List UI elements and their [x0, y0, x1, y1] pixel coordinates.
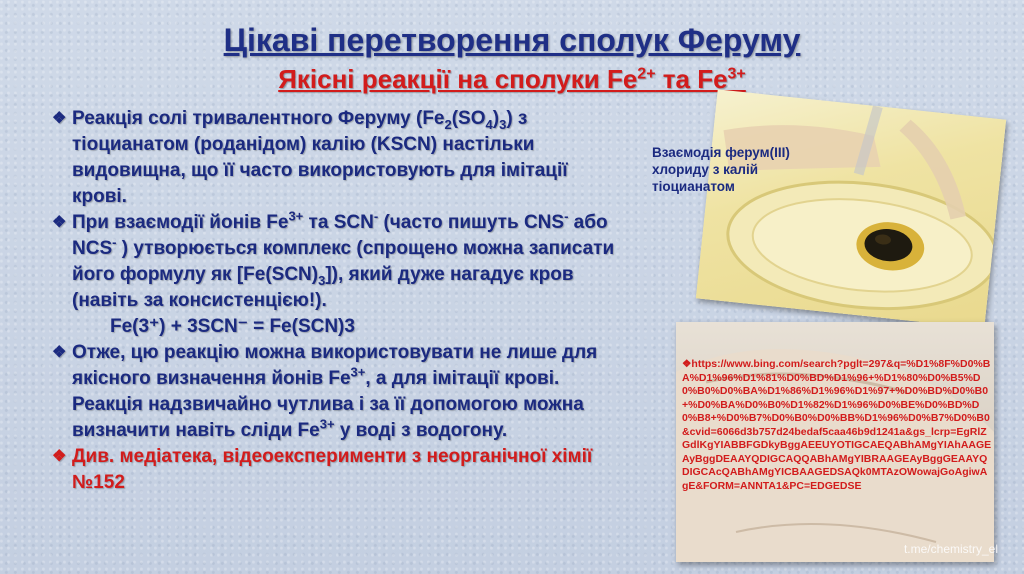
slide-title: Цікаві перетворення сполук Феруму: [223, 22, 801, 58]
photo-caption: Взаємодія ферум(ІІІ) хлориду з калій тіоцианатом: [652, 145, 790, 194]
slide-subtitle: [0, 64, 1024, 95]
item-text: ) з тіоцианатом (роданідом) калію (KSCN) настільки видовищна, що її часто використовують для імітації крові.: [72, 108, 568, 207]
item-sup: 3+: [350, 364, 366, 380]
item-text: Отже, цю реакцію можна використовувати не лише для якісного визначення йонів Fe: [72, 342, 598, 389]
item-sup: -: [564, 208, 569, 224]
diamond-bullet-icon: ❖: [52, 448, 67, 465]
item-text: ): [492, 108, 500, 129]
item-sup: 3+: [319, 416, 335, 432]
item-text: та SCN: [303, 212, 374, 233]
diamond-bullet-icon: ❖: [52, 110, 67, 127]
item-text: ]), який дуже нагадує кров (навіть за консистенцією!).: [72, 264, 574, 311]
list-item: [52, 340, 622, 444]
media-reference-text[interactable]: Див. медіатека, відеоексперименти з неорганічної хімії №152: [72, 446, 593, 493]
reaction-photo: [696, 89, 1006, 328]
item-text: (SO: [451, 108, 486, 129]
item-sub: 4: [485, 116, 493, 132]
item-sup: 3+: [288, 208, 304, 224]
subtitle-text: Якісні реакції на сполуки Fe: [278, 64, 638, 94]
item-sub: 3: [499, 116, 507, 132]
item-text: ) утворюється комплекс (спрощено можна записати його формулу як [Fe(SCN): [72, 238, 615, 285]
diamond-bullet-icon: ❖: [52, 214, 67, 231]
source-link[interactable]: ❖https://www.bing.com/search?pglt=297&q=%D1%8F%D0%BA%D1%96%D1%81%D0%BD%D1%96+%D1%80%D0%B5%D0%B0%D0%BA%D1%86%D1%96%D1%97+%D0%BD%D0%B0+%D0%BA%D0%B0%D1%82%D1%96%D0%BE%D0%BD%D0%B8+%D0%B7%D0%B0%D0%BB%D1%96%D0%B7%D0%B0&cvid=6066d3b757d24bedaf5caa46b9d1241a&gs_lcrp=EgRlZGdlKgYIABBFGDkyBggAEEUYOTIGCAEQABhAMgYIAhAAGEAyBggDEAAYQDIGCAQQABhAMgYIBRAAGEAyBggGEAAYQDIGCAcQABhAMgYICBAAGEDSAQk0MTAzOWowajGoAgiwAgE&FORM=ANNTA1&PC=EDGEDSE: [682, 358, 992, 492]
reaction-photo-drawing: [696, 89, 1006, 328]
subtitle-text-mid: та Fe: [655, 64, 728, 94]
item-text: у воді з водогону.: [334, 420, 508, 441]
item-sub: 2: [444, 116, 452, 132]
item-text: Реакція солі тривалентного Феруму (Fe: [72, 108, 445, 129]
content-body: [52, 106, 622, 496]
item-sub: 3: [318, 272, 326, 288]
list-item: [52, 210, 622, 314]
list-item: [52, 106, 622, 210]
subtitle-sup-fe3: 3+: [727, 65, 746, 83]
item-text: (часто пишуть CNS: [378, 212, 565, 233]
item-text: або NCS: [72, 212, 608, 259]
item-text: , а для імітації крові. Реакція надзвичайно чутлива і за її допомогою можна визначити навіть сліди Fe: [72, 368, 584, 441]
diamond-bullet-icon: ❖: [52, 344, 67, 361]
watermark: t.me/chemistry_el: [903, 542, 998, 556]
subtitle-sup-fe2: 2+: [637, 65, 656, 83]
item-sup: -: [112, 234, 117, 250]
item-sup: -: [373, 208, 379, 224]
reaction-equation: Fe(3⁺) + 3SCN⁻ = Fe(SCN)3: [110, 316, 355, 337]
media-reference-item[interactable]: [52, 444, 622, 496]
item-text: При взаємодії йонів Fe: [72, 212, 289, 233]
